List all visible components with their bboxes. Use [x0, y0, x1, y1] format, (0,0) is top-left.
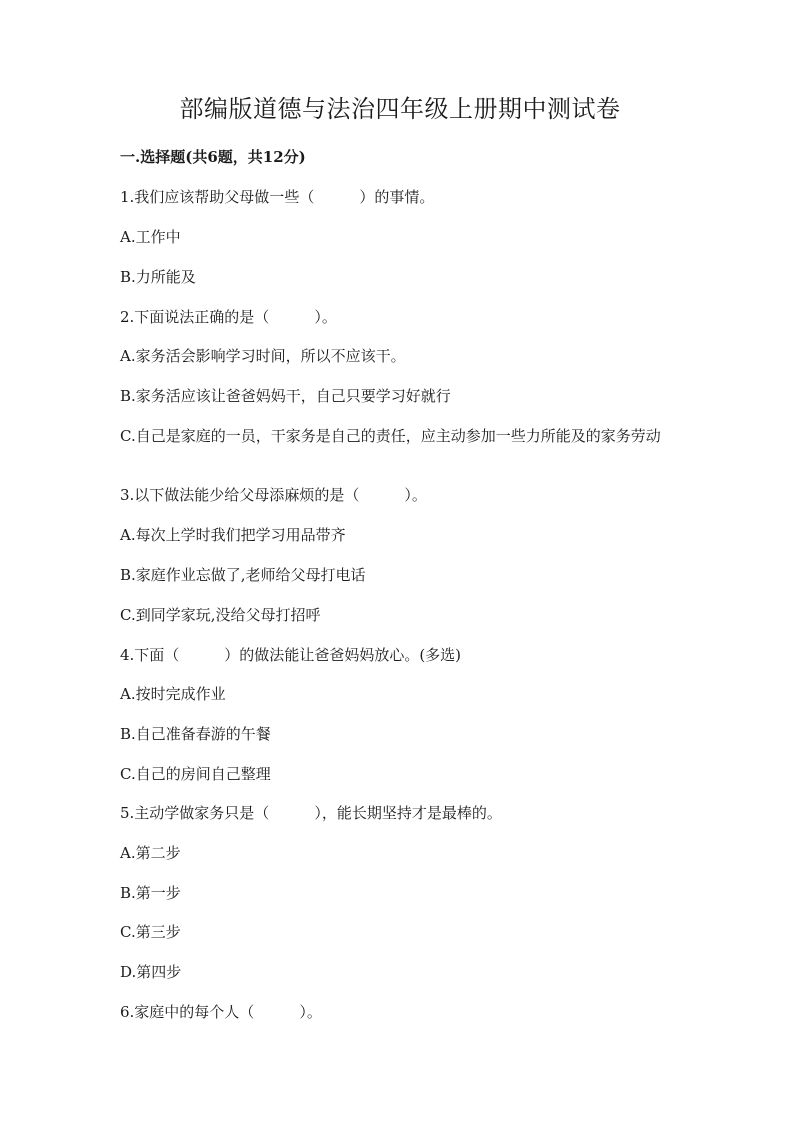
question-2-stem: 2.下面说法正确的是（ ）。	[120, 308, 337, 326]
question-5-option-a: A.第二步	[120, 844, 181, 862]
question-3-stem: 3.以下做法能少给父母添麻烦的是（ ）。	[120, 486, 427, 504]
question-6-stem: 6.家庭中的每个人（ ）。	[120, 1003, 322, 1021]
question-2-option-c: C.自己是家庭的一员，干家务是自己的责任，应主动参加一些力所能及的家务劳动	[120, 427, 661, 445]
question-2-option-a: A.家务活会影响学习时间，所以不应该干。	[120, 347, 406, 365]
question-2-option-b: B.家务活应该让爸爸妈妈干，自己只要学习好就行	[120, 387, 451, 405]
question-3-option-c: C.到同学家玩,没给父母打招呼	[120, 606, 321, 624]
page-title: 部编版道德与法治四年级上册期中测试卷	[179, 95, 621, 123]
question-5-option-c: C.第三步	[120, 923, 181, 941]
question-4-option-a: A.按时完成作业	[120, 685, 226, 703]
question-3-option-b: B.家庭作业忘做了,老师给父母打电话	[120, 566, 366, 584]
section-heading: 一.选择题(共6题，共12分)	[120, 148, 306, 166]
question-4-stem: 4.下面（ ）的做法能让爸爸妈妈放心。(多选)	[120, 646, 462, 664]
question-5-stem: 5.主动学做家务只是（ ），能长期坚持才是最棒的。	[120, 804, 502, 822]
question-4-option-c: C.自己的房间自己整理	[120, 765, 271, 783]
question-1-option-b: B.力所能及	[120, 268, 196, 286]
question-3-option-a: A.每次上学时我们把学习用品带齐	[120, 526, 346, 544]
question-1-stem: 1.我们应该帮助父母做一些（ ）的事情。	[120, 188, 435, 206]
question-4-option-b: B.自己准备春游的午餐	[120, 725, 271, 743]
question-5-option-d: D.第四步	[120, 963, 182, 981]
question-5-option-b: B.第一步	[120, 884, 181, 902]
question-1-option-a: A.工作中	[120, 228, 181, 246]
